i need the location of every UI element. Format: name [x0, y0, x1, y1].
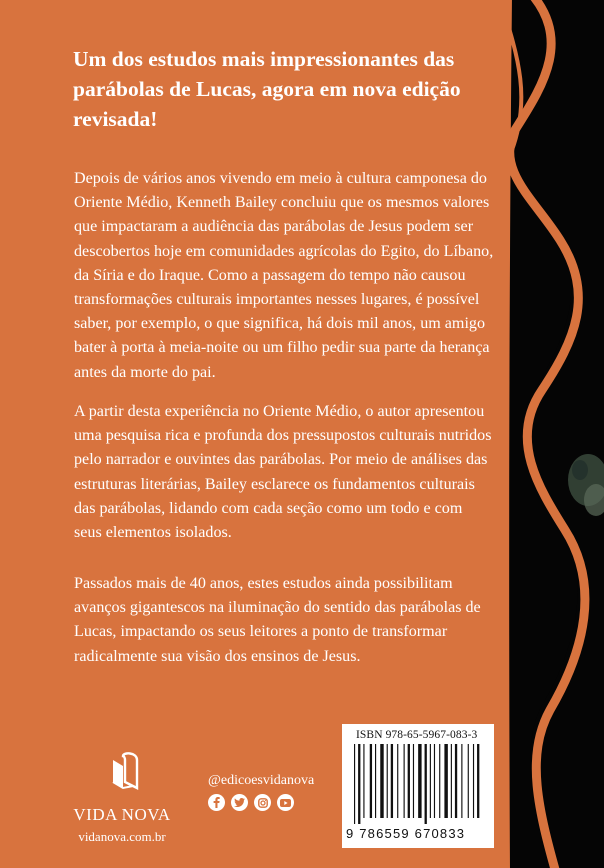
orange-swirl-graphic	[500, 0, 604, 868]
barcode-bar	[439, 744, 440, 818]
barcode-bar	[391, 744, 393, 818]
barcode-bar	[363, 744, 364, 818]
description-paragraph-3: Passados mais de 40 anos, estes estudos ainda possibilitam avanços gigantescos na iluminação do sentido das parábolas de Lucas, impactando os seus leitores a ponto de transformar radicalmente sua visão dos ensinos de Jesus.	[74, 575, 481, 665]
barcode-bar	[473, 744, 474, 818]
vida-nova-logo-icon	[109, 752, 139, 794]
publisher-name: VIDA NOVA	[73, 805, 171, 824]
barcode-bar	[397, 744, 398, 818]
barcode-bar	[455, 744, 457, 818]
social-handle: @edicoesvidanova	[208, 773, 315, 788]
publisher-website: vidanova.com.br	[78, 829, 166, 844]
isbn-label: ISBN 978-65-5967-083-3	[356, 729, 478, 741]
barcode-bar	[461, 744, 462, 818]
barcode-bar	[468, 744, 469, 818]
barcode-digits: 9 786559 670833	[346, 826, 466, 841]
facebook-icon	[208, 794, 225, 811]
publisher-logo	[72, 752, 192, 862]
barcode-bar	[418, 744, 421, 818]
social-icons	[208, 794, 294, 811]
barcode-bar	[451, 744, 452, 818]
barcode-bar	[404, 744, 405, 818]
barcode-bar	[354, 744, 355, 824]
barcode-bar	[425, 744, 427, 824]
barcode-bar	[477, 744, 479, 818]
description-paragraph-2: A partir desta experiência no Oriente Médio, o autor apresentou uma pesquisa rica e profunda dos pressupostos culturais nutridos pelo narrador e ouvintes das parábolas. Por meio de análises das estruturas literárias, Bailey esclarece os fundamentos culturais das parábolas, lidando com cada seção como um todo e com seus elementos isolados.	[74, 403, 492, 542]
description-paragraph-1: Depois de vários anos vivendo em meio à cultura camponesa do Oriente Médio, Kenneth Bailey concluiu que os mesmos valores que impactaram a audiência das parábolas de Jesus podem ser descobertos hoje em comunidades agrícolas do Egito, do Líbano, da Síria e do Iraque. Como a passagem do tempo não causou transformações culturais importantes nesses lugares, é possível saber, por exemplo, o que significa, há dois mil anos, um amigo bater à porta à meia-noite ou um filho pedir sua parte da herança antes da morte do pai.	[74, 170, 494, 381]
barcode-bar	[413, 744, 414, 818]
headline: Um dos estudos mais impressionantes das parábolas de Lucas, agora em nova edição revisada!	[73, 47, 461, 131]
barcode-bar	[380, 744, 383, 818]
twitter-icon	[231, 794, 248, 811]
barcode-bar	[358, 744, 360, 824]
barcode-bar	[408, 744, 410, 818]
youtube-icon	[277, 794, 294, 811]
barcode-bar	[434, 744, 435, 818]
barcode-panel	[342, 724, 494, 848]
decorative-photo-strip	[500, 0, 604, 868]
barcode-bar	[387, 744, 388, 818]
barcode-bar	[444, 744, 447, 818]
instagram-icon	[254, 794, 271, 811]
barcode-graphic	[350, 744, 486, 828]
barcode-bar	[430, 744, 431, 818]
barcode-bar	[370, 744, 372, 818]
barcode-bar	[375, 744, 376, 818]
